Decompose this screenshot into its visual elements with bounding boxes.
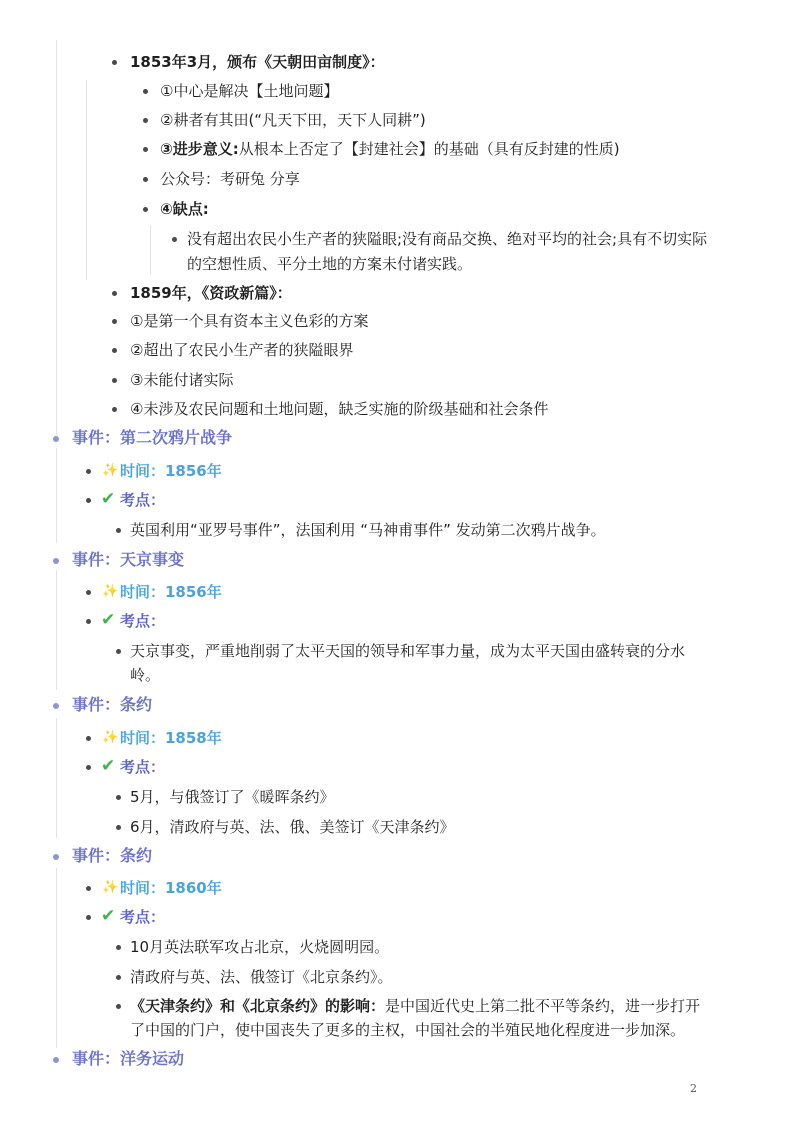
sparkle-icon: ✨: [102, 730, 119, 745]
list-item-text: ①是第一个具有资本主义色彩的方案: [130, 312, 369, 330]
section-heading: 1859年，《资政新篇》：: [130, 284, 292, 302]
list-item-text: 是中国近代史上第二批不平等条约，进一步打开: [385, 997, 701, 1015]
list-item-text: 了中国的门户，使中国丧失了更多的主权，中国社会的半殖民地化程度进一步加深。: [130, 1021, 686, 1039]
bullet: [143, 118, 148, 123]
list-item-text: [130, 996, 700, 1016]
bullet: [112, 348, 117, 353]
bullet: [143, 147, 148, 152]
list-item-text: 从根本上否定了【封建社会】的基础（具有反封建的性质): [238, 140, 620, 158]
bullet: [86, 736, 91, 741]
kaodian-label: 考点：: [120, 491, 166, 509]
bullet: [53, 436, 59, 442]
bullet: [53, 854, 59, 860]
sparkle-icon: ✨: [102, 880, 119, 895]
bullet: [172, 237, 177, 242]
list-item-text: ②超出了农民小生产者的狭隘眼界: [130, 341, 354, 359]
list-item-text: 天京事变，严重地削弱了太平天国的领导和军事力量，成为太平天国由盛转衰的分水: [130, 642, 686, 660]
check-icon: ✔: [101, 756, 116, 776]
kaodian-label: 考点：: [120, 758, 166, 776]
list-item-text: 的空想性质、平分土地的方案未付诸实践。: [187, 255, 473, 273]
bullet: [86, 886, 91, 891]
bullet: [116, 975, 121, 980]
list-item-text: ④未涉及农民问题和土地问题，缺乏实施的阶级基础和社会条件: [130, 400, 549, 418]
indent-guide: [56, 718, 57, 838]
event-title: 事件：条约: [72, 695, 153, 714]
event-title: 事件：条约: [72, 846, 153, 865]
event-title: 事件：洋务运动: [72, 1049, 185, 1068]
bullet: [112, 291, 117, 296]
list-item-text: ④缺点:: [160, 200, 209, 218]
bullet: [86, 469, 91, 474]
indent-guide: [86, 80, 87, 280]
event-title: 事件：天京事变: [72, 550, 185, 569]
time-label: 时间：1856年: [120, 462, 222, 480]
time-label: 时间：1860年: [120, 879, 222, 897]
bullet: [116, 649, 121, 654]
list-item-text: ①中心是解决【土地问题】: [160, 82, 339, 100]
list-item-text: 没有超出农民小生产者的狭隘眼;没有商品交换、绝对平均的社会;具有不切实际: [187, 230, 708, 248]
list-item-text: 岭。: [130, 666, 161, 684]
list-item-text: 10月英法联军攻占北京，火烧圆明园。: [130, 938, 390, 956]
list-item-text: 5月，与俄签订了《暖晖条约》: [130, 788, 335, 806]
list-item-text: 6月，清政府与英、法、俄、美签订《天津条约》: [130, 818, 455, 836]
sparkle-icon: ✨: [102, 584, 119, 599]
indent-guide: [150, 225, 151, 275]
time-label: 时间：1858年: [120, 729, 222, 747]
list-item-text: ②耕者有其田(“凡天下田，天下人同耕”): [160, 111, 426, 129]
bullet: [86, 765, 91, 770]
time-label: 时间：1856年: [120, 583, 222, 601]
indent-guide: [56, 868, 57, 1048]
bullet: [112, 60, 117, 65]
bullet: [53, 703, 59, 709]
kaodian-label: 考点：: [120, 908, 166, 926]
bullet: [86, 915, 91, 920]
bullet: [53, 558, 59, 564]
indent-guide: [56, 448, 57, 543]
event-title: 事件：第二次鸦片战争: [72, 428, 233, 447]
check-icon: ✔: [101, 906, 116, 926]
kaodian-label: 考点：: [120, 612, 166, 630]
bullet: [53, 1057, 59, 1063]
bullet: [143, 89, 148, 94]
bullet: [112, 407, 117, 412]
list-item-text: 英国利用“亚罗号事件”，法国利用 “马神甫事件” 发动第二次鸦片战争。: [130, 521, 606, 539]
bullet: [86, 498, 91, 503]
bullet: [116, 945, 121, 950]
bold-label: 《天津条约》和《北京条约》的影响：: [130, 997, 386, 1015]
page-number: 2: [690, 1082, 697, 1095]
indent-guide: [56, 570, 57, 690]
sparkle-icon: ✨: [102, 463, 119, 478]
section-heading: 1853年3月，颁布《天朝田亩制度》：: [130, 53, 385, 71]
list-item-text: 清政府与英、法、俄签订《北京条约》。: [130, 968, 393, 986]
bullet: [116, 825, 121, 830]
bullet: [112, 319, 117, 324]
bullet: [116, 528, 121, 533]
bullet: [116, 1004, 121, 1009]
bold-label: ③进步意义:: [160, 140, 239, 158]
check-icon: ✔: [101, 610, 116, 630]
bullet: [86, 619, 91, 624]
list-item-text: [160, 139, 620, 159]
bullet: [112, 378, 117, 383]
bullet: [143, 177, 148, 182]
indent-guide: [56, 40, 57, 435]
list-item-text: ③未能付诸实际: [130, 371, 234, 389]
list-item-text: 公众号：考研兔 分享: [160, 170, 300, 188]
bullet: [143, 207, 148, 212]
check-icon: ✔: [101, 489, 116, 509]
bullet: [116, 795, 121, 800]
bullet: [86, 590, 91, 595]
